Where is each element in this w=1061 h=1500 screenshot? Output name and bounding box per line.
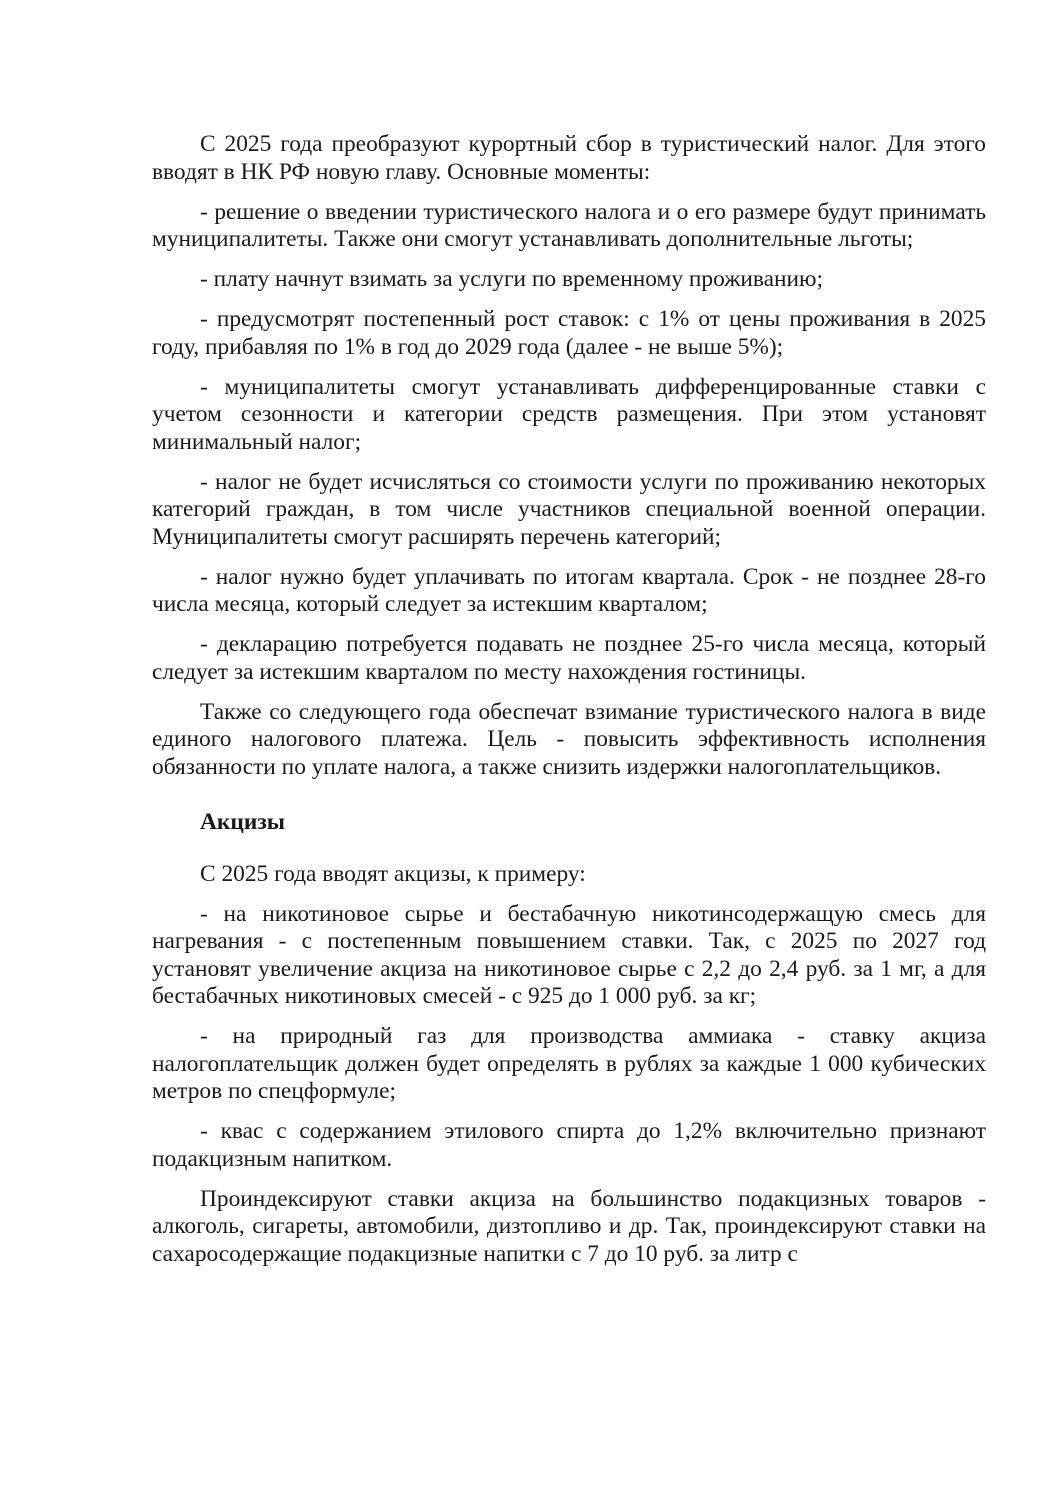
document-page [152, 131, 986, 1281]
section-heading-excise: Акцизы [200, 809, 285, 835]
paragraph-temporary-accommodation: - плату начнут взимать за услуги по временному проживанию; [200, 266, 824, 292]
paragraph-differentiated-rates: - муниципалитеты смогут устанавливать дифференцированные ставки с учетом сезонности и категории средств размещения. При этом установят минимальный налог; [152, 373, 986, 455]
paragraph-natural-gas-excise: - на природный газ для производства аммиака - ставку акциза налогоплательщик должен будет определять в рублях за каждые 1 000 кубических метров по спецформуле; [152, 1023, 986, 1104]
paragraph-exemptions: - налог не будет исчисляться со стоимости услуги по проживанию некоторых категорий граждан, в том числе участников специальной военной операции. Муниципалитеты смогут расширять перечень категорий; [152, 468, 986, 550]
paragraph-nicotine-excise: - на никотиновое сырье и бестабачную никотинсодержащую смесь для нагревания - с постепенным повышением ставки. Так, с 2025 по 2027 год установят увеличение акциза на никотиновое сырье с 2,2 до 2,4 руб. за 1 мг, а для бестабачных никотиновых смесей - с 925 до 1 000 руб. за кг; [152, 900, 986, 1009]
paragraph-rate-growth: - предусмотрят постепенный рост ставок: с 1% от цены проживания в 2025 году, прибавляя по 1% в год до 2029 года (далее - не выше 5%); [152, 306, 986, 360]
paragraph-excise-indexation: Проиндексируют ставки акциза на большинство подакцизных товаров - алкоголь, сигареты, автомобили, дизтопливо и др. Так, проиндексируют ставки на сахаросодержащие подакцизные напитки с 7 до 10 руб. за литр с [152, 1185, 986, 1267]
paragraph-municipal-decision: - решение о введении туристического налога и о его размере будут принимать муниципалитеты. Также они смогут устанавливать дополнительные льготы; [152, 198, 986, 252]
paragraph-kvass-excise: - квас с содержанием этилового спирта до 1,2% включительно признают подакцизным напитком. [152, 1118, 986, 1172]
paragraph-single-tax-payment: Также со следующего года обеспечат взимание туристического налога в виде единого налогового платежа. Цель - повысить эффективность исполнения обязанности по уплате налога, а также снизить издержки налогоплательщиков. [152, 698, 986, 780]
paragraph-intro: С 2025 года преобразуют курортный сбор в туристический налог. Для этого вводят в НК РФ новую главу. Основные моменты: [152, 131, 986, 185]
paragraph-declaration-deadline: - декларацию потребуется подавать не позднее 25-го числа месяца, который следует за истекшим кварталом по месту нахождения гостиницы. [152, 631, 986, 685]
paragraph-excise-intro: С 2025 года вводят акцизы, к примеру: [200, 860, 586, 887]
paragraph-payment-deadline: - налог нужно будет уплачивать по итогам квартала. Срок - не позднее 28-го числа месяца, который следует за истекшим кварталом; [152, 563, 986, 617]
